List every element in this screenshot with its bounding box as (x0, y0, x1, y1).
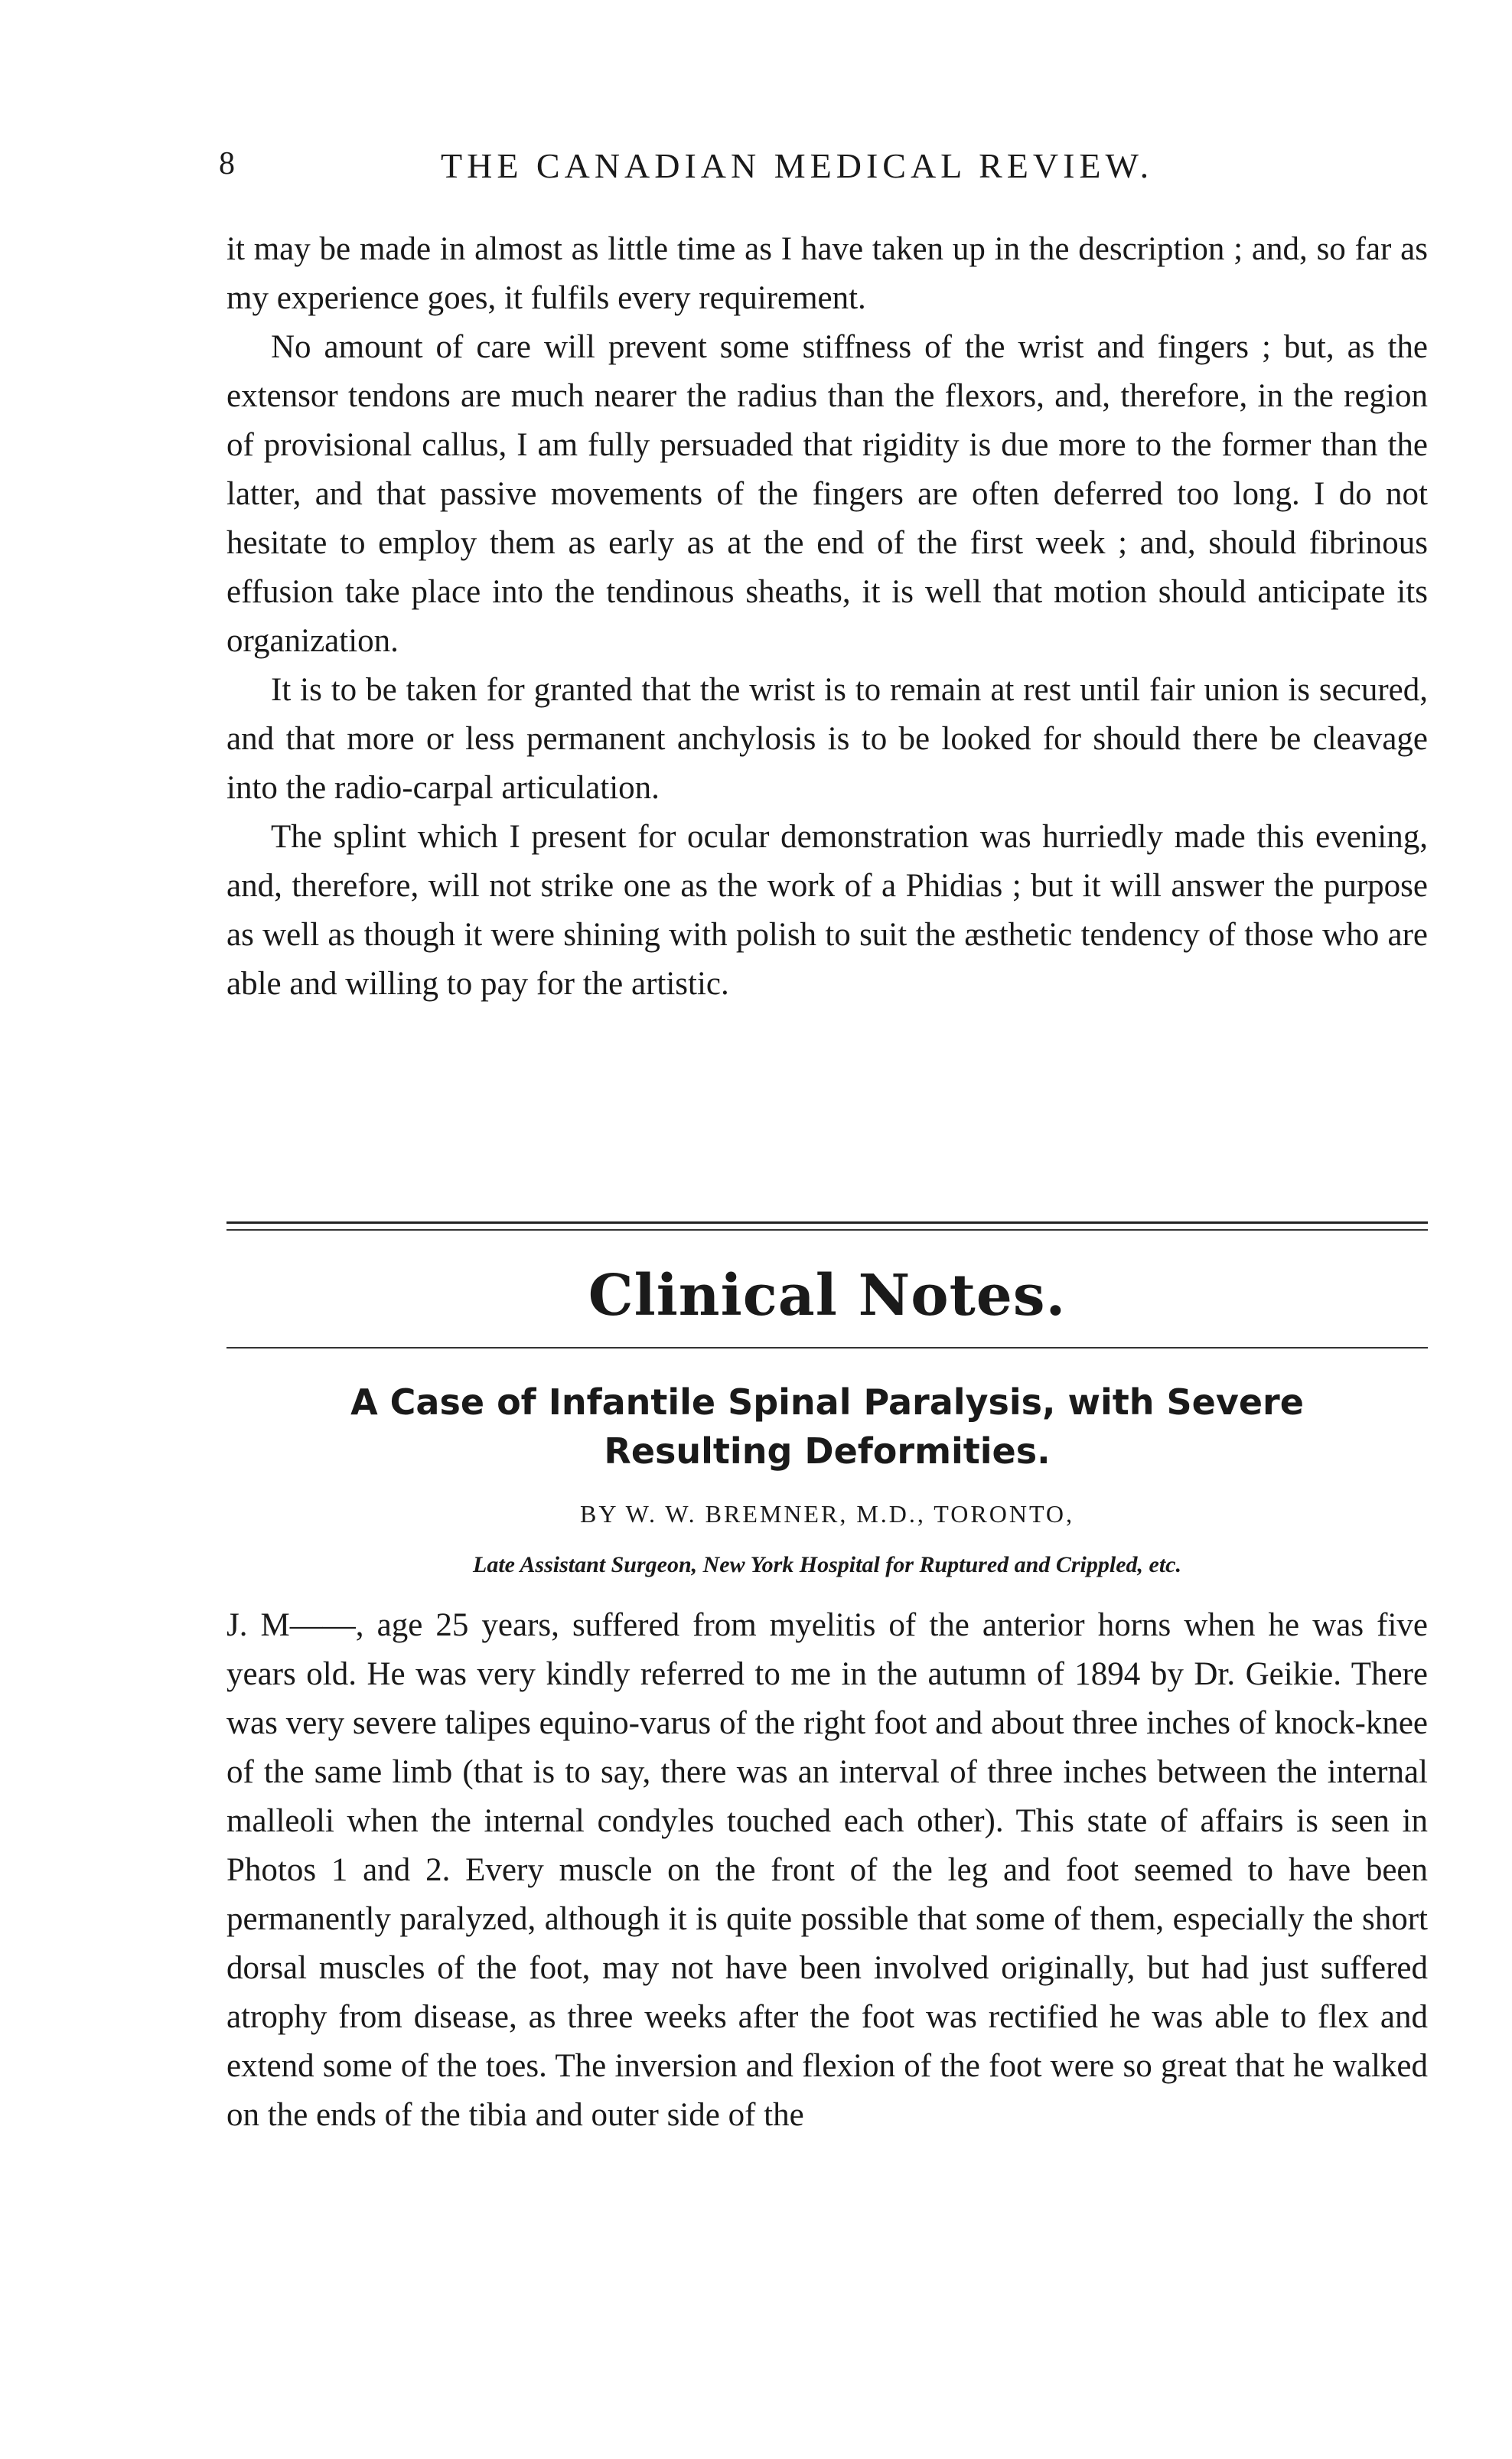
section-divider-top (226, 1221, 1428, 1224)
article-title: A Case of Infantile Spinal Paralysis, with Severe Resulting Deformities. (350, 1381, 1304, 1472)
author-affiliation: Late Assistant Surgeon, New York Hospital for Ruptured and Crippled, etc. (473, 1552, 1181, 1577)
article-body (226, 1601, 1428, 2140)
section-title: Clinical Notes. (588, 1263, 1067, 1329)
running-head (219, 145, 1428, 191)
paragraph: The splint which I present for ocular demonstration was hurriedly made this evening, and, therefore, will not strike one as the work of a Phidias ; but it will answer the purpose as well as though it were shining with polish to suit the æsthetic tendency of those who are able and willing to pay for the artistic. (226, 819, 1428, 1002)
paragraph: J. M——, age 25 years, suffered from myelitis of the anterior horns when he was five years old. He was very kindly referred to me in the autumn of 1894 by Dr. Geikie. There was very severe talipes equino-varus of the right foot and about three inches of knock-knee of the same limb (that is to say, there was an interval of three inches between the internal malleoli when the internal condyles touched each other). This state of affairs is seen in Photos 1 and 2. Every muscle on the front of the leg and foot seemed to have been permanently paralyzed, although it is quite possible that some of them, especially the short dorsal muscles of the foot, may not have been involved originally, but had just suffered atrophy from disease, as three weeks after the foot was rectified he was able to flex and extend some of the toes. The inversion and flexion of the foot were so great that he walked on the ends of the tibia and outer side of the (226, 1607, 1428, 2133)
journal-title: THE CANADIAN MEDICAL REVIEW. (441, 146, 1154, 185)
paragraph: No amount of care will prevent some stiffness of the wrist and fingers ; but, as the extensor tendons are much nearer the radius than the flexors, and, therefore, in the region of provisional callus, I am fully persuaded that rigidity is due more to the former than the latter, and that passive movements of the fingers are often deferred too long. I do not hesitate to employ them as early as at the end of the first week ; and, should fibrinous effusion take place into the tendinous sheaths, it is well that motion should anticipate its organization. (226, 329, 1428, 659)
continued-article-text (226, 225, 1428, 1009)
page-number: 8 (219, 146, 236, 181)
article-byline: BY W. W. BREMNER, M.D., TORONTO, (579, 1500, 1075, 1528)
paragraph: it may be made in almost as little time as I have taken up in the description ; and, so far as my experience goes, it fulfils every requirement. (226, 231, 1428, 316)
section-divider-bottom (226, 1347, 1428, 1349)
section-divider-top-inner (226, 1229, 1428, 1231)
paragraph: It is to be taken for granted that the wrist is to remain at rest until fair union is secured, and that more or less permanent anchylosis is to be looked for should there be cleavage into the radio-carpal articulation. (226, 672, 1428, 806)
